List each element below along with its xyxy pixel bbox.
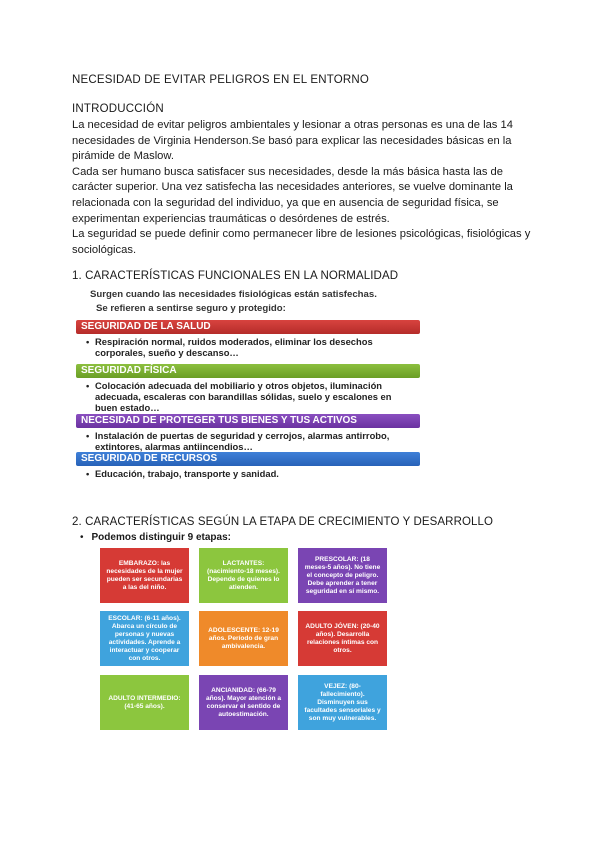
bullet-dot: •	[86, 336, 90, 347]
stage-box-vejez: VEJEZ: (80-fallecimiento). Disminuyen sus facultades sensoriales y son muy vulnerables.	[298, 675, 387, 730]
stage-box-escolar: ESCOLAR: (6-11 años). Abarca un círculo de personas y nuevas actividades. Aprende a interactuar y cooperar con otros.	[100, 611, 189, 666]
stage-box-ancianidad: ANCIANIDAD: (66-79 años). Mayor atención a conservar el sentido de autoestimación.	[199, 675, 288, 730]
stages-intro-text: Podemos distinguir 9 etapas:	[91, 532, 231, 543]
stage-box-embarazo: EMBARAZO: las necesidades de la mujer pueden ser secundarias a las del niño.	[100, 548, 189, 603]
stage-box-adulto-intermedio: ADULTO INTERMEDIO: (41-65 años).	[100, 675, 189, 730]
stages-intro	[80, 532, 231, 543]
infographic-lead-1: Surgen cuando las necesidades fisiológicas están satisfechas.	[90, 289, 377, 300]
stage-box-adulto-joven: ADULTO JÓVEN: (20-40 años). Desarrolla relaciones íntimas con otros.	[298, 611, 387, 666]
stages-grid	[100, 548, 390, 733]
bullet-health-security	[86, 336, 416, 358]
intro-text	[72, 118, 537, 258]
bullet-dot: •	[86, 430, 90, 441]
section-1-heading: 1. CARACTERÍSTICAS FUNCIONALES EN LA NORMALIDAD	[72, 270, 399, 282]
stage-box-adolescente: ADOLESCENTE: 12-19 años. Período de gran ambivalencia.	[199, 611, 288, 666]
bullet-physical-security	[86, 380, 416, 413]
bullet-text: Colocación adecuada del mobiliario y otros objetos, iluminación adecuada, escaleras con barandillas sólidas, suelo y escalones en buen estado…	[95, 380, 392, 413]
infographic-lead-2: Se refieren a sentirse seguro y protegido:	[96, 303, 286, 314]
bar-assets-protection: NECESIDAD DE PROTEGER TUS BIENES Y TUS ACTIVOS	[76, 414, 420, 428]
stage-box-prescolar: PRESCOLAR: (18 meses-5 años). No tiene el concepto de peligro. Debe aprender a tener seguridad en sí mismo.	[298, 548, 387, 603]
bullet-dot: •	[86, 468, 90, 479]
bullet-resources-security	[86, 468, 416, 479]
security-types-infographic	[76, 287, 420, 479]
intro-paragraph: La necesidad de evitar peligros ambientales y lesionar a otras personas es una de las 14 necesidades de Virginia Henderson.Se basó para explicar las necesidades básicas en la pirámide de Maslow.	[72, 119, 513, 163]
bullet-assets-protection	[86, 430, 416, 452]
intro-paragraph: La seguridad se puede definir como permanecer libre de lesiones psicológicas, fisiológicas y sociológicas.	[72, 228, 531, 256]
bullet-text: Educación, trabajo, transporte y sanidad.	[95, 468, 279, 479]
bullet-text: Respiración normal, ruidos moderados, eliminar los desechos corporales, sueño y descanso…	[95, 336, 373, 358]
document-title: NECESIDAD DE EVITAR PELIGROS EN EL ENTORNO	[72, 74, 370, 86]
bullet-dot: •	[80, 532, 84, 543]
section-2-heading: 2. CARACTERÍSTICAS SEGÚN LA ETAPA DE CRECIMIENTO Y DESARROLLO	[72, 516, 494, 528]
bullet-dot: •	[86, 380, 90, 391]
intro-heading: INTRODUCCIÓN	[72, 103, 164, 115]
bar-resources-security: SEGURIDAD DE RECURSOS	[76, 452, 420, 466]
bar-physical-security: SEGURIDAD FÍSICA	[76, 364, 420, 378]
stage-box-lactantes: LACTANTES: (nacimiento-18 meses). Depende de quienes lo atienden.	[199, 548, 288, 603]
bullet-text: Instalación de puertas de seguridad y cerrojos, alarmas antirrobo, extintores, alarmas antiincendios…	[95, 430, 390, 452]
intro-paragraph: Cada ser humano busca satisfacer sus necesidades, desde la más básica hasta las de carácter superior. Una vez satisfecha las necesidades anteriores, se vuelve dominante la relacionada con la seguridad del individuo, ya que en ausencia de seguridad física, se experimentan experiencias traumáticas o desórdenes de estrés.	[72, 165, 513, 225]
bar-health-security: SEGURIDAD DE LA SALUD	[76, 320, 420, 334]
